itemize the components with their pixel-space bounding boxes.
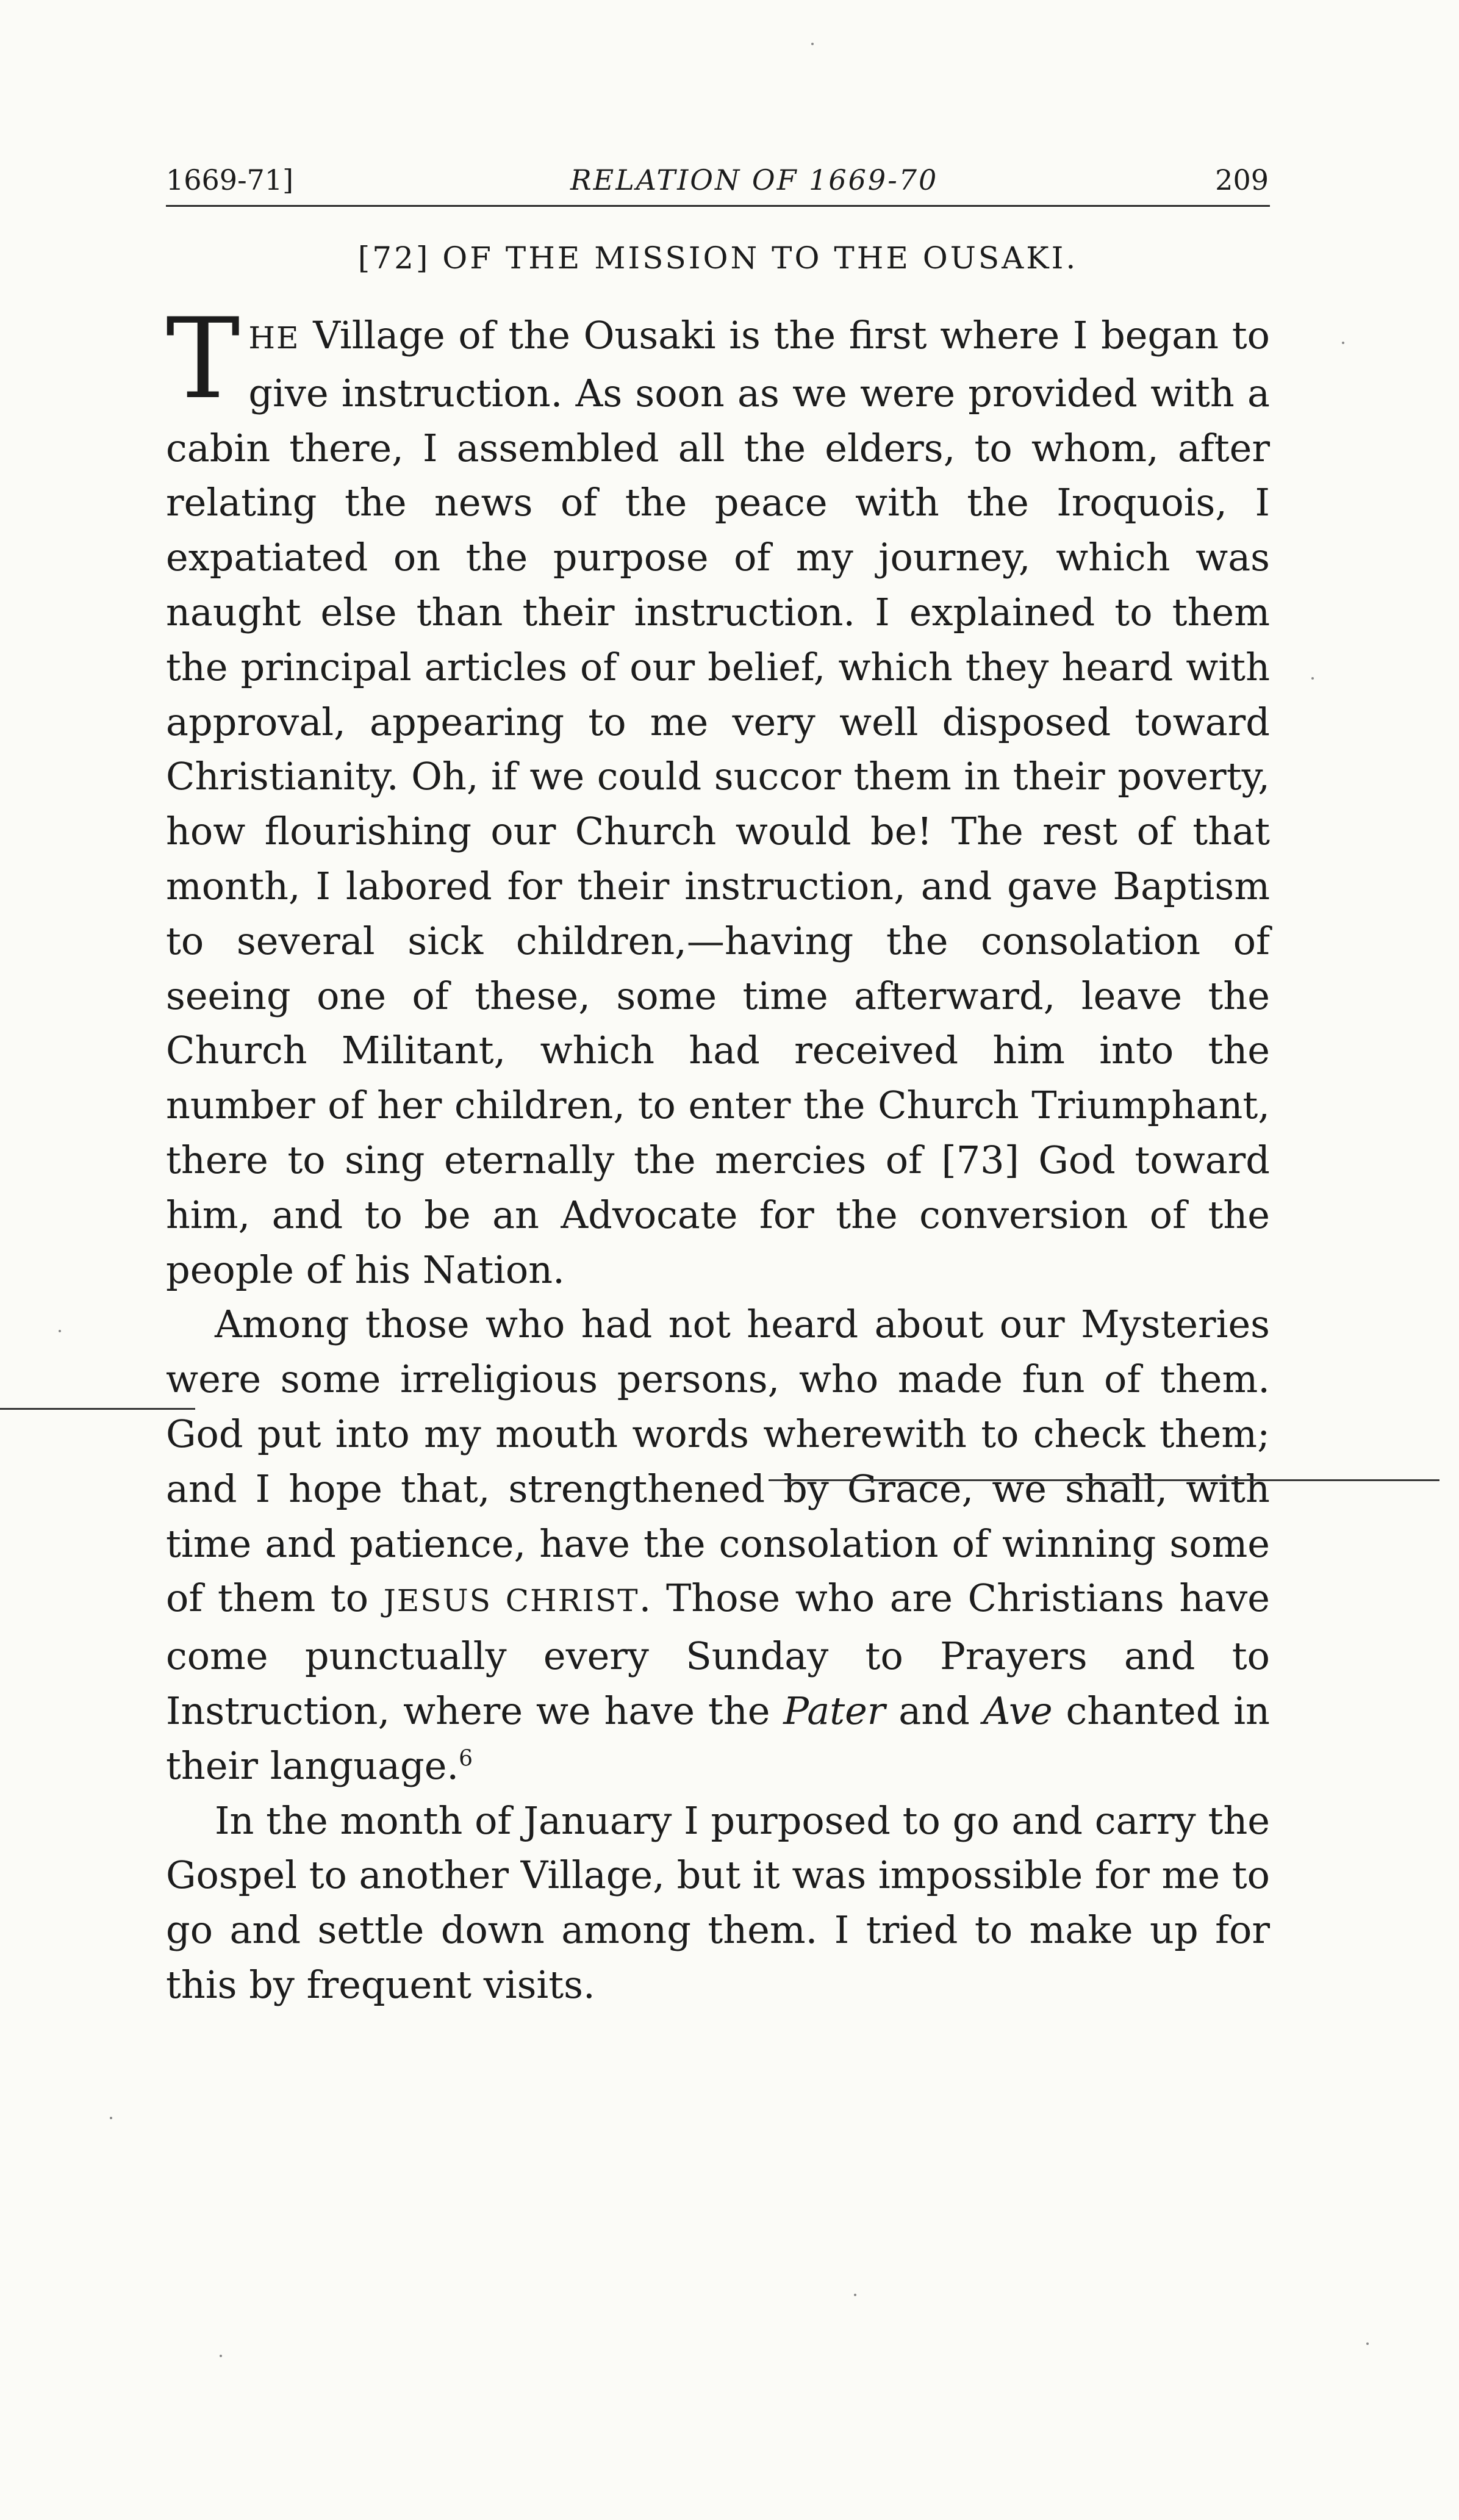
- scan-speck: [59, 1330, 61, 1332]
- scan-speck: [811, 43, 814, 45]
- section-heading: [72] OF THE MISSION TO THE OUSAKI.: [357, 240, 1078, 276]
- running-header: [166, 145, 1269, 194]
- italic-ave: Ave: [983, 1688, 1053, 1733]
- name-smallcaps: JESUS CHRIST: [383, 1583, 639, 1619]
- italic-pater: Pater: [783, 1688, 886, 1733]
- paragraph-2-text-d: chanted in their language.: [166, 1688, 1270, 1788]
- paragraph-2: [166, 1297, 1270, 1793]
- paragraph-2-text-c: and: [885, 1688, 983, 1733]
- body-text: [166, 294, 1270, 2012]
- footnote-reference: 6: [459, 1746, 473, 1772]
- scan-speck: [1366, 2342, 1369, 2345]
- scan-speck: [1311, 677, 1314, 680]
- header-date-range: 1669-71]: [166, 163, 294, 196]
- header-title: RELATION OF 1669-70: [570, 163, 939, 196]
- page-number: 209: [1215, 163, 1269, 196]
- header-rule: [166, 205, 1270, 207]
- paragraph-1-text: Village of the Ousaki is the first where I began to give instruction. As soon as we were provided with a cabin there, I assembled all the elders, to whom, after relating the news of the peace with the Iroquois, I expatiated on the purpose of my journey, which was naught else than their instruction. I explained to them the principal articles of our belief, which they heard with approval, appearing to me very well disposed toward Christianity. Oh, if we could succor them in their poverty, how flourishing our Church would be! The rest of that month, I labored for their instruction, and gave Baptism to several sick children,—having the consolation of seeing one of these, some time afterward, leave the Church Militant, which had received him into the number of her children, to enter the Church Triumphant, there to sing eternally the mercies of [73] God toward him, and to be an Advocate for the conversion of the people of his Nation.: [166, 313, 1270, 1292]
- scan-speck: [110, 2117, 112, 2119]
- drop-cap: T: [166, 294, 240, 423]
- scan-stray-line-right: [769, 1479, 1439, 1481]
- scan-speck: [854, 2294, 856, 2296]
- paragraph-2-text-b: . Those who are Christians have come punctually every Sunday to Prayers and to Instruction, where we have the: [166, 1576, 1270, 1733]
- paragraph-3: In the month of January I purposed to go and carry the Gospel to another Village, but it was impossible for me to go and settle down among them. I tried to make up for this by frequent visits.: [166, 1798, 1270, 2007]
- paragraph-1: [166, 294, 1270, 1297]
- scan-stray-line-left: [0, 1408, 195, 1410]
- scan-speck: [220, 2355, 222, 2357]
- lead-smallcaps: HE: [248, 320, 300, 356]
- scan-speck: [1342, 342, 1344, 344]
- paragraph-2-text-a: Among those who had not heard about our Mysteries were some irreligious persons, who made fun of them. God put into my mouth words wherewith to check them; and I hope that, strengthened by Grace, we shall, with time and patience, have the consolation of winning some of them to: [166, 1302, 1270, 1621]
